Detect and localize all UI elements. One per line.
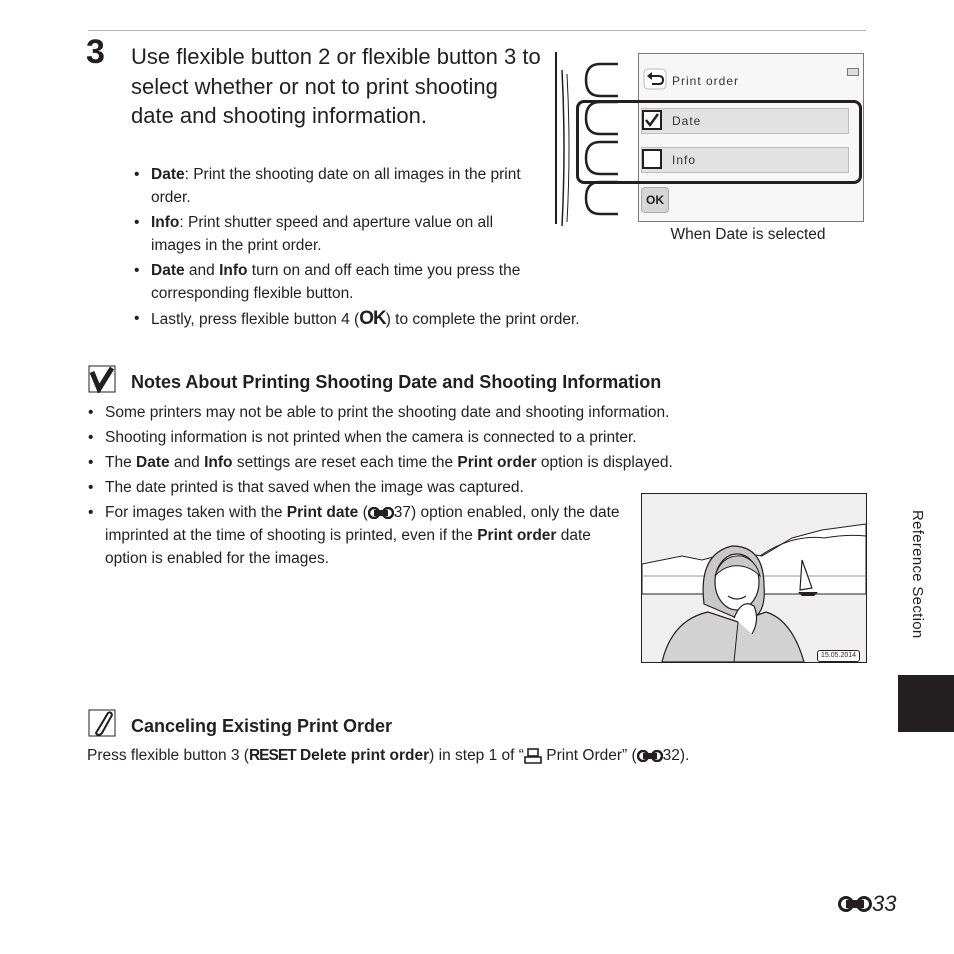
battery-icon <box>847 68 859 76</box>
notes-heading: Notes About Printing Shooting Date and Shooting Information <box>131 372 662 392</box>
side-section-label: Reference Section <box>909 510 926 639</box>
menu-item-date-label: Date <box>672 114 702 128</box>
note-item: • Shooting information is not printed when the camera is connected to a printer. <box>87 426 787 449</box>
reference-section-icon <box>637 750 663 762</box>
check-note-icon <box>88 365 116 393</box>
photo-date-stamp: 15.05.2014 <box>817 650 860 662</box>
page-number <box>838 891 896 917</box>
note-item: • Some printers may not be able to print the shooting date and shooting information. <box>87 401 787 424</box>
page-number-value: 33 <box>872 891 897 916</box>
screen-caption: When Date is selected <box>670 226 826 243</box>
reset-glyph: RESET <box>248 747 296 764</box>
step-title: Use flexible button 2 or flexible button 3 to select whether or not to print shooting date and shooting information. <box>131 44 541 128</box>
reference-section-icon <box>368 507 394 519</box>
bullet-ok: • Lastly, press flexible button 4 (OK) to complete the print order. <box>133 307 663 331</box>
note-item: • The Date and Info settings are reset each time the Print order option is displayed. <box>87 451 787 474</box>
back-icon[interactable] <box>643 68 667 90</box>
section-tab <box>898 675 954 732</box>
reference-section-icon <box>838 896 872 912</box>
cancel-heading: Canceling Existing Print Order <box>131 716 393 736</box>
ok-glyph: OK <box>359 308 386 329</box>
sample-photo <box>641 493 867 663</box>
step-number: 3 <box>86 33 105 71</box>
note-item: • The date printed is that saved when the image was captured. <box>87 476 787 499</box>
portrait-illustration <box>642 494 866 662</box>
ok-button-icon[interactable]: OK <box>641 187 669 213</box>
cancel-text: Press flexible button 3 (RESET Delete print order) in step 1 of “ Print Order” ( 32). <box>87 747 690 764</box>
bullet-info: • Info: Print shutter speed and aperture value on all images in the print order. <box>133 211 525 257</box>
menu-item-info-label: Info <box>672 153 697 167</box>
selection-highlight <box>576 100 862 184</box>
bullet-toggle: • Date and Info turn on and off each time you press the corresponding flexible button. <box>133 259 525 305</box>
bullet-date: • Date: Print the shooting date on all images in the print order. <box>133 163 525 209</box>
menu-title: Print order <box>672 74 740 88</box>
top-rule <box>88 30 866 31</box>
note-item: • For images taken with the Print date ( 37) option enabled, only the date imprinted at the time of shooting is printed, even if the Print order date option is enabled for the images. <box>87 501 625 570</box>
print-order-icon <box>524 748 542 764</box>
pencil-note-icon <box>88 709 116 737</box>
